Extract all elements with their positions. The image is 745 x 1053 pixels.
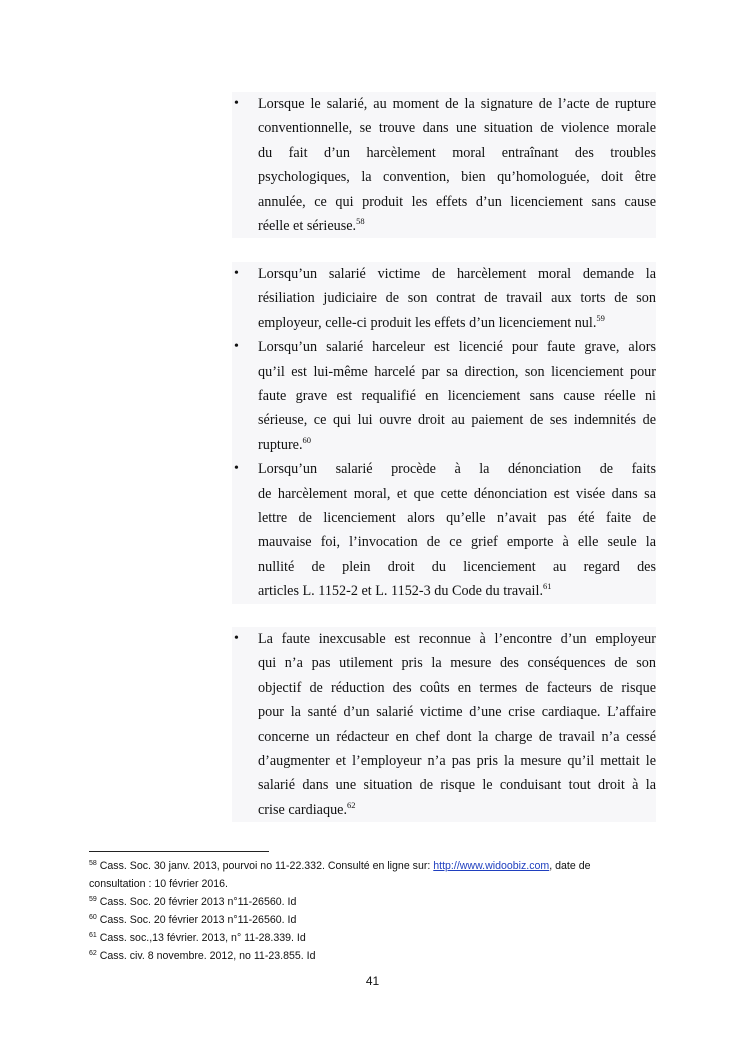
text-line: nullité de plein droit du licenciement au regard des [258,558,656,575]
text-line: conventionnelle, se trouve dans une situation de violence morale [258,120,656,137]
text-line: d’augmenter et l’employeur n’a pas pris la mesure qu’il mettait le [258,753,656,770]
footnote-ref-61: 61 [543,581,552,592]
text-line: salarié dans une situation de risque le conduisant tout droit à la [258,777,656,794]
bullet-item-5 [232,627,656,822]
bullet-item-3 [232,335,656,457]
bullet-icon: • [234,631,239,646]
footnote-62 [89,947,669,965]
page-number: 41 [365,974,380,988]
footnote-number: 59 [89,896,97,903]
footnote-text: Cass. Soc. 30 janv. 2013, pourvoi no 11-22.332. Consulté en ligne sur: [96,860,434,872]
footnote-number: 62 [89,950,97,957]
footnote-number: 60 [89,914,97,921]
text-line: Lorsque le salarié, au moment de la signature de l’acte de rupture [258,96,656,112]
footnote-text: Cass. civ. 8 novembre. 2012, no 11-23.855. Id [96,950,316,962]
text-line [258,798,656,822]
footnote-number: 58 [89,860,97,867]
text-line: objectif de réduction des coûts en termes de facteurs de risque [258,679,656,696]
text-fragment: crise cardiaque. [258,801,348,818]
text-fragment: rupture. [258,436,303,453]
bullet-item-1 [232,92,656,238]
footnote-58 [89,857,669,875]
text-line [258,311,656,335]
text-line [258,579,656,603]
text-line: psychologiques, la convention, bien qu’homologuée, doit être [258,169,656,186]
footnote-link[interactable]: http://www.widoobiz.com [433,860,550,872]
footnote-ref-60: 60 [302,434,312,445]
footnote-59 [89,893,669,911]
text-line: qui n’a pas utilement pris la mesure des conséquences de son [258,655,656,672]
bullet-block-5 [232,627,656,822]
text-line: Lorsqu’un salarié harceleur est licencié pour faute grave, alors [258,339,656,356]
text-line: lettre de licenciement alors qu’elle n’avait pas été faite de [258,510,656,527]
footnote-separator [89,851,269,852]
text-line: de harcèlement moral, et que cette dénonciation est visée dans sa [258,485,656,502]
footnote-text: Cass. soc.,13 février. 2013, n° 11-28.339. Id [96,932,306,944]
bullet-icon: • [234,266,239,281]
bullet-text-4 [258,457,656,603]
text-line: Lorsqu’un salarié procède à la dénonciation de faits [258,461,656,478]
text-fragment: employeur, celle-ci produit les effets d’un licenciement nul. [258,314,597,331]
text-line: mauvaise foi, l’invocation de ce grief emporte à elle seule la [258,534,656,551]
bullet-icon: • [234,339,239,355]
footnote-ref-59: 59 [596,312,605,323]
text-line: qu’il est lui-même harcelé par sa direction, son licenciement pour [258,363,656,380]
text-line [258,214,656,238]
text-line: concerne un rédacteur en chef dont la charge de travail n’a cessé [258,728,656,745]
footnotes [89,857,669,965]
footnote-61 [89,929,669,947]
footnote-text: Cass. Soc. 20 février 2013 n°11-26560. Id [96,914,297,926]
bullet-icon: • [234,96,239,111]
bullet-text-1 [258,92,656,238]
bullet-item-4 [232,457,656,603]
text-line: pour la santé d’un salarié victime d’une crise cardiaque. L’affaire [258,704,656,721]
bullet-block-2 [232,262,656,604]
bullet-text-3 [258,335,656,457]
text-line: du fait d’un harcèlement moral entraînant des troubles [258,144,656,161]
text-line: La faute inexcusable est reconnue à l’encontre d’un employeur [258,631,656,647]
bullet-block-1 [232,92,656,238]
footnote-text: , date de [549,860,591,872]
text-line: résiliation judiciaire de son contrat de travail aux torts de son [258,290,656,307]
text-line [258,433,656,457]
footnote-ref-62: 62 [347,799,356,810]
bullet-item-2 [232,262,656,335]
footnote-58-continuation: consultation : 10 février 2016. [89,878,228,890]
bullet-text-2 [258,262,656,335]
footnote-60 [89,911,669,929]
text-fragment: articles L. 1152-2 et L. 1152-3 du Code du travail. [258,583,543,600]
footnote-number: 61 [89,932,97,939]
bullet-icon: • [234,461,239,477]
text-line: sérieuse, ce qui lui ouvre droit au paiement de ses indemnités de [258,412,656,429]
text-line: annulée, ce qui produit les effets d’un licenciement sans cause [258,193,656,210]
footnote-ref-58: 58 [356,216,365,227]
text-fragment: réelle et sérieuse. [258,218,357,235]
text-line: faute grave est requalifié en licenciement sans cause réelle ni [258,388,656,405]
footnote-text: Cass. Soc. 20 février 2013 n°11-26560. Id [96,896,297,908]
bullet-text-5 [258,627,656,822]
text-line: Lorsqu’un salarié victime de harcèlement moral demande la [258,266,656,282]
